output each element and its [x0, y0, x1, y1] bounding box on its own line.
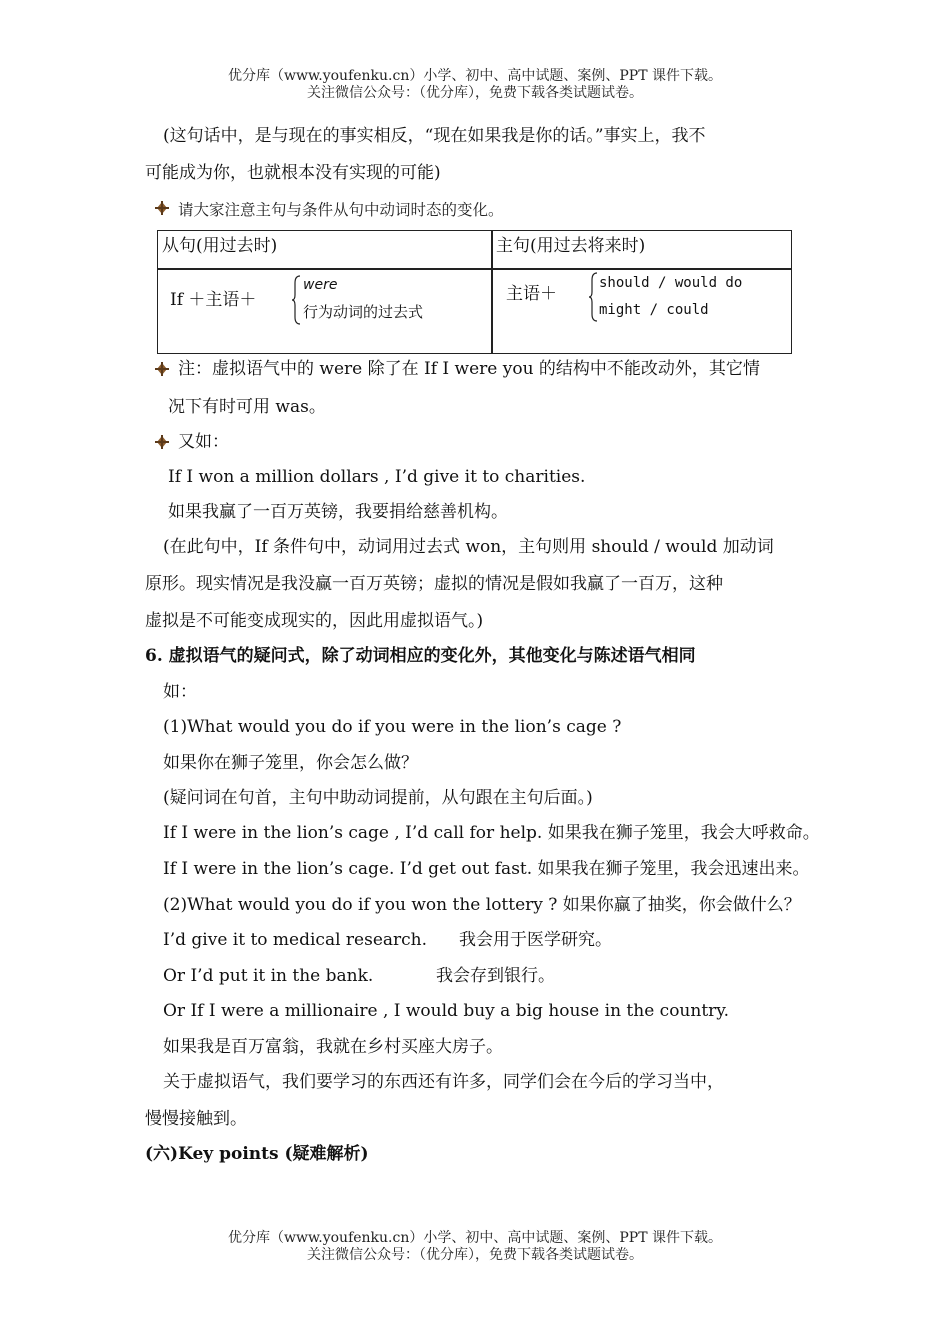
bullet-diamond-icon: [155, 362, 169, 376]
page-footer: [0, 1230, 950, 1264]
note-line: 注：虚拟语气中的 were 除了在 If I were you 的结构中不能改动外，其它情: [178, 359, 760, 379]
page-header: [0, 68, 950, 102]
question-note: (疑问词在句首，主句中助动词提前，从句跟在主句后面。): [163, 788, 593, 808]
table-divider: [158, 268, 791, 270]
table-right-option-1: should / would do: [599, 275, 743, 291]
table-header-right: 主句(用过去将来时): [496, 236, 646, 256]
example-english: If I won a million dollars , I’d give it to charities.: [168, 467, 586, 487]
table-left-option-1: were: [303, 277, 338, 293]
bullet-text: 请大家注意主句与条件从句中动词时态的变化。: [178, 201, 504, 219]
answer-line: Or If I were a millionaire , I would buy a big house in the country.: [163, 1001, 730, 1021]
answer-line: If I were in the lion’s cage , I’d call for help. 如果我在狮子笼里，我会大呼救命。: [163, 823, 820, 843]
paragraph-line: 虚拟是不可能变成现实的，因此用虚拟语气。): [145, 611, 484, 631]
footer-line-2: 关注微信公众号：（优分库），免费下载各类试题试卷。: [307, 1247, 643, 1263]
paragraph-line: 原形。现实情况是我没赢一百万英镑；虚拟的情况是假如我赢了一百万，这种: [145, 574, 723, 594]
answer-chinese: 如果我是百万富翁，我就在乡村买座大房子。: [163, 1037, 503, 1057]
answer-line: If I were in the lion’s cage. I’d get out fast. 如果我在狮子笼里，我会迅速出来。: [163, 859, 810, 879]
footer-line-1: 优分库（www.youfenku.cn）小学、初中、高中试题、案例、PPT 课件下载。: [227, 1230, 722, 1246]
bullet-text: 又如：: [178, 432, 229, 452]
paragraph-line: 慢慢接触到。: [145, 1109, 247, 1129]
question-chinese: 如果你在狮子笼里，你会怎么做？: [163, 753, 418, 773]
table-right-prefix: 主语＋: [506, 284, 557, 304]
paragraph-line: (这句话中，是与现在的事实相反，“现在如果我是你的话。”事实上，我不: [163, 126, 706, 146]
paragraph-line: 如：: [163, 682, 197, 702]
bullet-diamond-icon: [155, 201, 169, 215]
brace-icon: [291, 275, 301, 325]
example-chinese: 如果我赢了一百万英镑，我要捐给慈善机构。: [168, 502, 508, 522]
answer-chinese: 我会用于医学研究。: [459, 930, 612, 950]
brace-icon: [588, 272, 598, 322]
header-line-1: 优分库（www.youfenku.cn）小学、初中、高中试题、案例、PPT 课件下载。: [227, 68, 722, 84]
answer-chinese: 我会存到银行。: [436, 966, 555, 986]
question-line: (1)What would you do if you were in the lion’s cage ?: [163, 717, 622, 737]
section-heading: (六)Key points (疑难解析): [145, 1144, 369, 1164]
table-divider: [491, 231, 493, 353]
paragraph-line: (在此句中，If 条件句中，动词用过去式 won，主句则用 should / would 加动词: [163, 537, 774, 557]
header-line-2: 关注微信公众号：（优分库），免费下载各类试题试卷。: [307, 85, 643, 101]
answer-english: I’d give it to medical research.: [163, 930, 428, 950]
section-heading: 6. 虚拟语气的疑问式，除了动词相应的变化外，其他变化与陈述语气相同: [145, 646, 696, 666]
paragraph-line: 可能成为你，也就根本没有实现的可能): [145, 163, 441, 183]
note-line: 况下有时可用 was。: [168, 397, 326, 417]
table-right-option-2: might / could: [599, 302, 709, 318]
paragraph-line: 关于虚拟语气，我们要学习的东西还有许多，同学们会在今后的学习当中，: [163, 1072, 724, 1092]
table-left-option-2: 行为动词的过去式: [303, 303, 424, 321]
bullet-diamond-icon: [155, 435, 169, 449]
tense-table: [157, 230, 792, 354]
question-line: (2)What would you do if you won the lottery ? 如果你赢了抽奖，你会做什么？: [163, 895, 801, 915]
answer-english: Or I’d put it in the bank.: [163, 966, 374, 986]
table-header-left: 从句(用过去时): [162, 236, 278, 256]
table-left-prefix: If ＋主语＋: [170, 290, 257, 310]
